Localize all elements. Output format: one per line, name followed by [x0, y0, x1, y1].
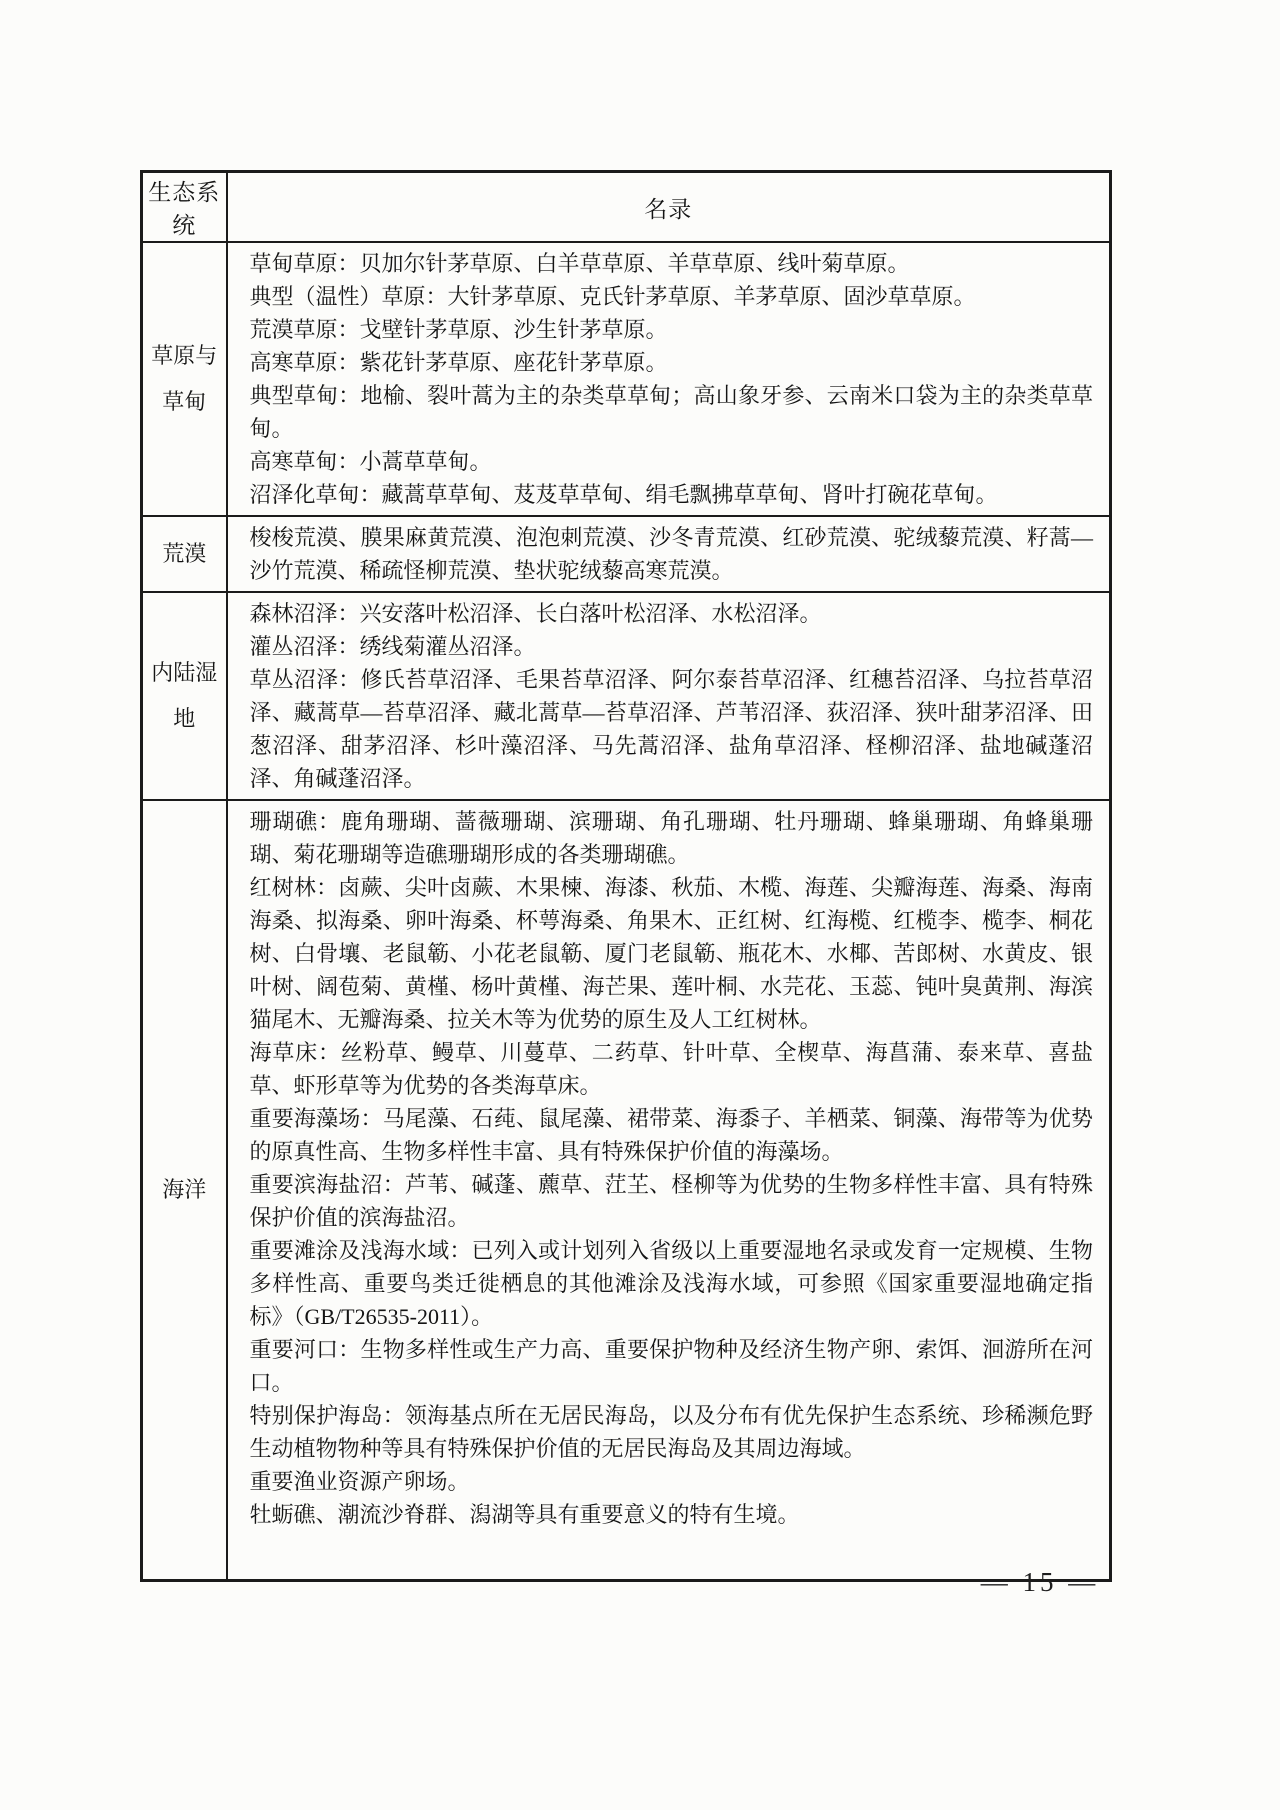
entry-paragraph: 重要海藻场：马尾藻、石莼、鼠尾藻、裙带菜、海黍子、羊栖菜、铜藻、海带等为优势的原真性高、生物多样性丰富、具有特殊保护价值的海藻场。: [249, 1106, 1093, 1164]
ecosystem-table: [140, 170, 1112, 1582]
list-cell: [227, 516, 1111, 592]
entry-paragraph: 重要渔业资源产卵场。: [249, 1469, 470, 1494]
entry-paragraph: 特别保护海岛：领海基点所在无居民海岛，以及分布有优先保护生态系统、珍稀濒危野生动植物物种等具有特殊保护价值的无居民海岛及其周边海域。: [249, 1403, 1093, 1461]
entry-paragraph: 草丛沼泽：修氏苔草沼泽、毛果苔草沼泽、阿尔泰苔草沼泽、红穗苔沼泽、乌拉苔草沼泽、藏蒿草—苔草沼泽、藏北蒿草—苔草沼泽、芦苇沼泽、荻沼泽、狭叶甜茅沼泽、田葱沼泽、甜茅沼泽、杉叶藻沼泽、马先蒿沼泽、盐角草沼泽、柽柳沼泽、盐地碱蓬沼泽、角碱蓬沼泽。: [249, 667, 1093, 791]
entry-paragraph: 沼泽化草甸：藏蒿草草甸、芨芨草草甸、绢毛飘拂草草甸、肾叶打碗花草甸。: [249, 482, 998, 507]
entry-paragraph: 高寒草原：紫花针茅草原、座花针茅草原。: [249, 350, 668, 375]
ecosystem-cell: [142, 592, 227, 800]
table-row: [142, 800, 1111, 1580]
entry-paragraph: 森林沼泽：兴安落叶松沼泽、长白落叶松沼泽、水松沼泽。: [249, 601, 822, 626]
entry-paragraph: 高寒草甸：小蒿草草甸。: [249, 449, 492, 474]
entry-paragraph: 重要滩涂及浅海水域：已列入或计划列入省级以上重要湿地名录或发育一定规模、生物多样性高、重要鸟类迁徙栖息的其他滩涂及浅海水域，可参照《国家重要湿地确定指标》（GB/T26535-2011）。: [249, 1238, 1093, 1329]
entry-paragraph: 荒漠草原：戈壁针茅草原、沙生针茅草原。: [249, 317, 668, 342]
entry-paragraph: 海草床：丝粉草、鳗草、川蔓草、二药草、针叶草、全楔草、海菖蒲、泰来草、喜盐草、虾形草等为优势的各类海草床。: [249, 1040, 1093, 1098]
entry-paragraph: 重要滨海盐沼：芦苇、碱蓬、藨草、茳芏、柽柳等为优势的生物多样性丰富、具有特殊保护价值的滨海盐沼。: [249, 1172, 1093, 1230]
entry-paragraph: 草甸草原：贝加尔针茅草原、白羊草草原、羊草草原、线叶菊草原。: [249, 251, 910, 276]
entry-paragraph: 红树林：卤蕨、尖叶卤蕨、木果楝、海漆、秋茄、木榄、海莲、尖瓣海莲、海桑、海南海桑、拟海桑、卵叶海桑、杯萼海桑、角果木、正红树、红海榄、红榄李、榄李、桐花树、白骨壤、老鼠簕、小花老鼠簕、厦门老鼠簕、瓶花木、水椰、苦郎树、水黄皮、银叶树、阔苞菊、黄槿、杨叶黄槿、海芒果、莲叶桐、水芫花、玉蕊、钝叶臭黄荆、海滨猫尾木、无瓣海桑、拉关木等为优势的原生及人工红树林。: [249, 875, 1093, 1032]
ecosystem-cell: [142, 516, 227, 592]
ecosystem-label-line: 海洋: [162, 1176, 207, 1202]
ecosystem-label-line: 内陆湿地: [151, 660, 218, 731]
entry-paragraph: 牡蛎礁、潮流沙脊群、潟湖等具有重要意义的特有生境。: [249, 1502, 800, 1527]
list-cell: [227, 242, 1111, 516]
table-row: [142, 242, 1111, 516]
entry-paragraph: 典型草甸：地榆、裂叶蒿为主的杂类草草甸；高山象牙参、云南米口袋为主的杂类草草甸。: [249, 383, 1093, 441]
entry-paragraph: 梭梭荒漠、膜果麻黄荒漠、泡泡刺荒漠、沙冬青荒漠、红砂荒漠、驼绒藜荒漠、籽蒿—沙竹荒漠、稀疏怪柳荒漠、垫状驼绒藜高寒荒漠。: [249, 525, 1093, 583]
ecosystem-label-line: 草原与: [151, 343, 218, 368]
ecosystem-label-line: 草甸: [162, 389, 207, 414]
ecosystem-label-line: 荒漠: [162, 541, 207, 566]
header-row: [142, 172, 1111, 243]
table-row: [142, 516, 1111, 592]
list-cell: [227, 800, 1111, 1580]
entry-paragraph: 珊瑚礁：鹿角珊瑚、蔷薇珊瑚、滨珊瑚、角孔珊瑚、牡丹珊瑚、蜂巢珊瑚、角蜂巢珊瑚、菊花珊瑚等造礁珊瑚形成的各类珊瑚礁。: [249, 809, 1093, 867]
entry-paragraph: 重要河口：生物多样性或生产力高、重要保护物种及经济生物产卵、索饵、洄游所在河口。: [249, 1337, 1093, 1395]
page-number: — 15 —: [980, 1567, 1100, 1597]
list-cell: [227, 592, 1111, 800]
table-header: [142, 172, 1111, 243]
header-ecosystem: 生态系统: [142, 172, 227, 243]
ecosystem-cell: [142, 242, 227, 516]
entry-paragraph: 灌丛沼泽：绣线菊灌丛沼泽。: [249, 634, 536, 659]
header-list: 名录: [227, 172, 1111, 243]
table-row: [142, 592, 1111, 800]
ecosystem-cell: [142, 800, 227, 1580]
entry-paragraph: 典型（温性）草原：大针茅草原、克氏针茅草原、羊茅草原、固沙草草原。: [249, 284, 976, 309]
table-body: [142, 242, 1111, 1580]
